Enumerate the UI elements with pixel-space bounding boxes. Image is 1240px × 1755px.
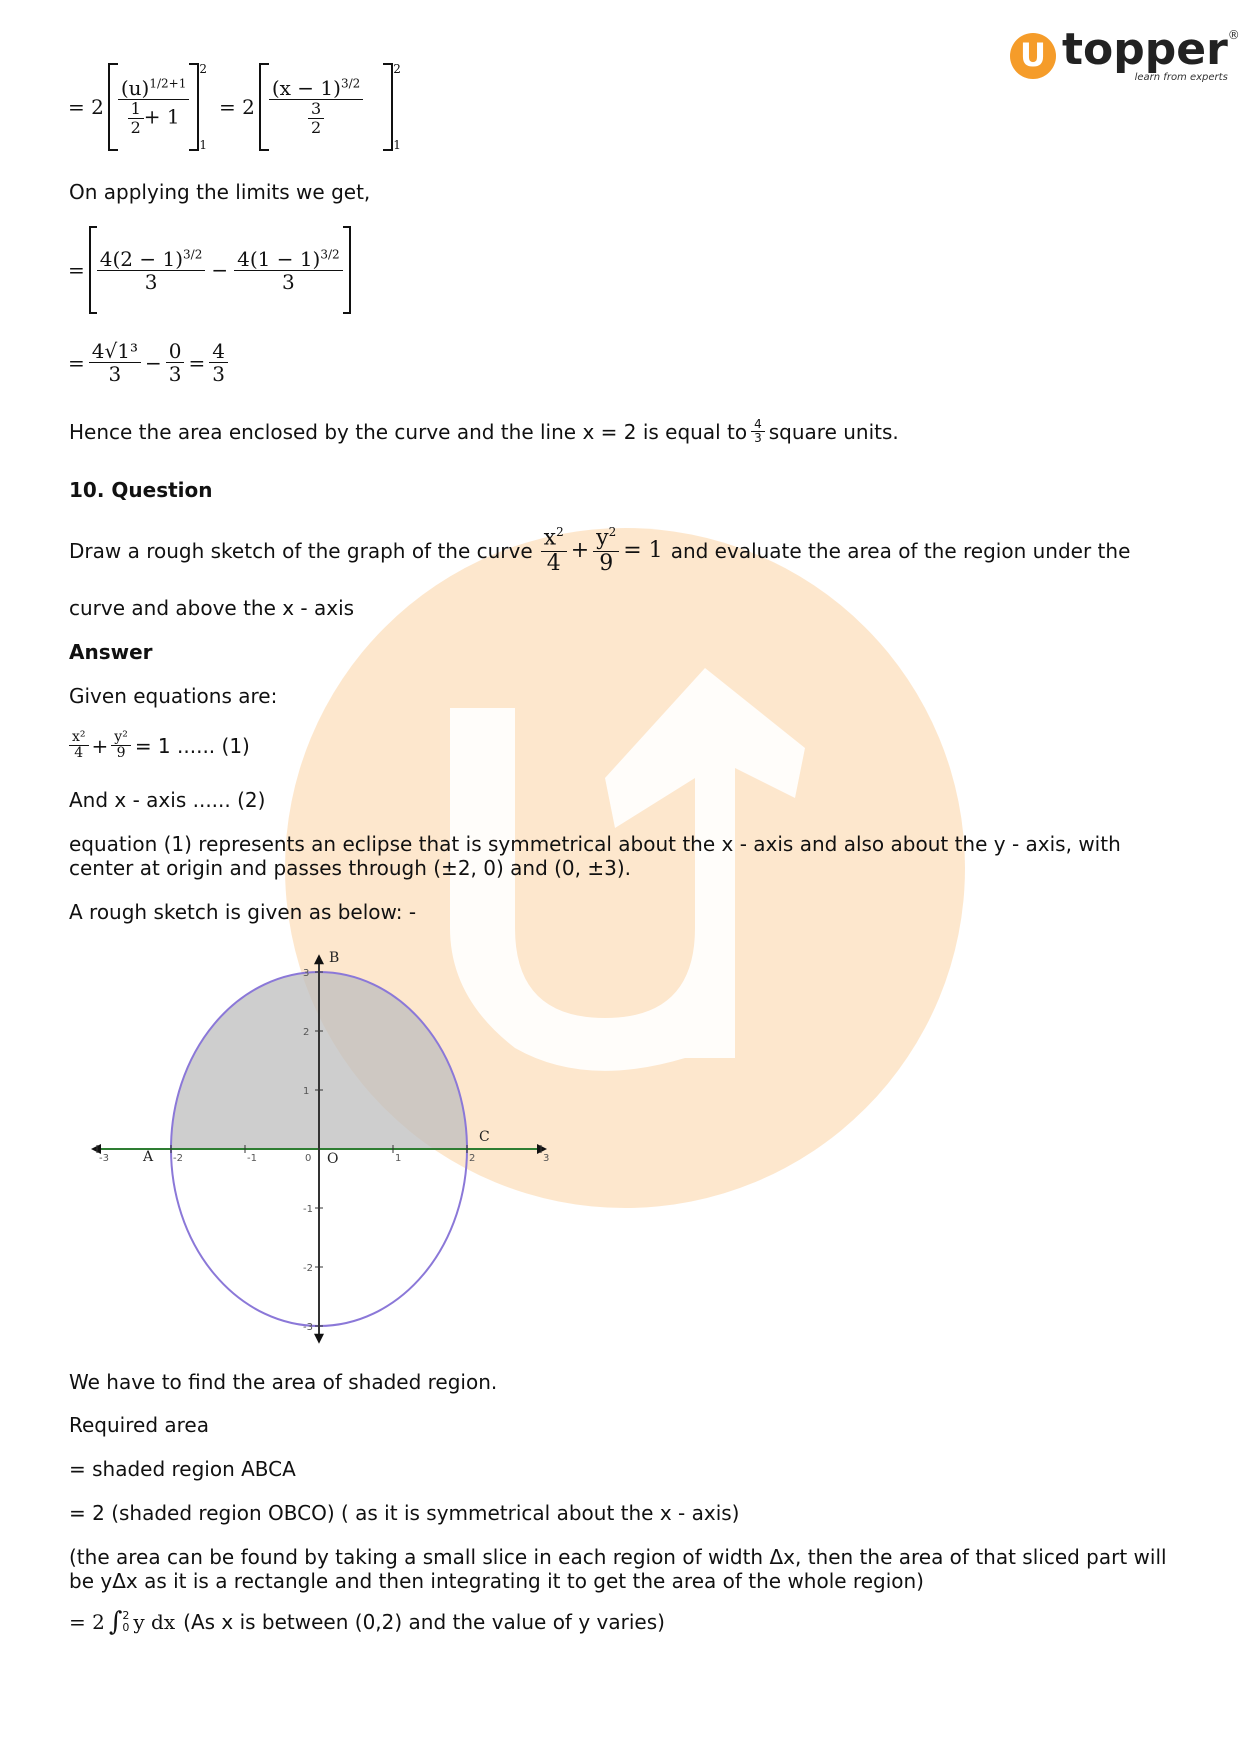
den-a: 1 bbox=[128, 100, 144, 119]
sketch-intro: A rough sketch is given as below: - bbox=[69, 900, 417, 924]
y-tick-label: -1 bbox=[303, 1204, 313, 1215]
x-tick-label: 3 bbox=[543, 1153, 550, 1164]
given-text: Given equations are: bbox=[69, 684, 278, 708]
upper-limit: 2 bbox=[199, 62, 207, 76]
lower-limit: 1 bbox=[199, 138, 207, 152]
question-text-a: Draw a rough sketch of the graph of the curve bbox=[69, 538, 533, 563]
den-b: 2 bbox=[130, 118, 141, 137]
upper-limit-2: 2 bbox=[393, 62, 401, 76]
integral-body: y dx bbox=[133, 1610, 176, 1634]
slice-description: (the area can be found by taking a small slice in each region of width Δx, then the area of that sliced part will be yΔx as it is a rectangle and then integrating it to get the area of the whole region) bbox=[69, 1545, 1167, 1593]
hence-text-b: square units. bbox=[768, 419, 899, 444]
exp2: 3/2 bbox=[320, 246, 340, 261]
answer-heading: Answer bbox=[69, 640, 153, 664]
x-tick-label: 1 bbox=[395, 1153, 402, 1164]
integral-eq: = 2 bbox=[69, 1610, 105, 1634]
equation-1 bbox=[69, 730, 250, 762]
eq1-label: = 1 ...... (1) bbox=[134, 733, 250, 758]
ellipse-graph bbox=[60, 940, 590, 1350]
minus: − bbox=[144, 350, 162, 375]
hence-text-a: Hence the area enclosed by the curve and the line x = 2 is equal to bbox=[69, 419, 748, 444]
den3: 3 bbox=[212, 362, 225, 386]
eq-sign-2: = bbox=[188, 350, 206, 375]
den2: 3 bbox=[282, 269, 295, 294]
integral-upper: 2 bbox=[122, 1609, 130, 1622]
q-one: = 1 bbox=[623, 537, 663, 563]
brand-name: topper bbox=[1062, 24, 1228, 75]
x-tick-label: 2 bbox=[469, 1153, 476, 1164]
x-exp: 3/2 bbox=[340, 76, 361, 91]
question-heading: 10. Question bbox=[69, 478, 213, 502]
point-label-b: B bbox=[329, 950, 340, 966]
question-line bbox=[69, 526, 1130, 576]
equation-2: And x - axis ...... (2) bbox=[69, 788, 266, 812]
question-text-b: and evaluate the area of the region under the bbox=[670, 538, 1131, 563]
integral-lower: 0 bbox=[122, 1621, 130, 1634]
den2: 3 bbox=[168, 362, 182, 386]
q-plus: + bbox=[570, 537, 590, 563]
find-shaded-text: We have to find the area of shaded region. bbox=[69, 1370, 498, 1394]
num1: 4(2 − 1) bbox=[99, 246, 184, 271]
eq1-y: y² bbox=[111, 730, 131, 746]
u-term: (u) bbox=[120, 76, 150, 101]
y-tick-label: 2 bbox=[303, 1027, 310, 1038]
den2-b: 2 bbox=[310, 118, 322, 137]
x-tick-label: -3 bbox=[99, 1153, 109, 1164]
registered-mark: ® bbox=[1227, 28, 1240, 42]
y-axis-up-arrow-icon bbox=[314, 954, 324, 964]
q-yd: 9 bbox=[599, 550, 614, 576]
hence-line bbox=[69, 418, 899, 445]
eq-sign: = bbox=[68, 258, 85, 282]
hence-frac-den: 3 bbox=[754, 431, 762, 446]
eq-sign: = bbox=[68, 350, 85, 375]
shaded-obco-text: = 2 (shaded region OBCO) ( as it is symmetrical about the x - axis) bbox=[69, 1501, 740, 1525]
point-label-a: A bbox=[143, 1149, 154, 1165]
q-x-sq: 2 bbox=[556, 525, 564, 539]
den-plus: + 1 bbox=[143, 105, 180, 129]
q-y: y bbox=[596, 525, 609, 551]
y-tick-label: -3 bbox=[303, 1322, 313, 1333]
eq1-xd: 4 bbox=[74, 745, 84, 762]
den1: 3 bbox=[144, 269, 158, 294]
num2: 4(1 − 1) bbox=[237, 246, 321, 271]
integral-line bbox=[69, 1607, 665, 1637]
x-tick-label: 0 bbox=[305, 1153, 312, 1164]
y-tick-label: 1 bbox=[303, 1086, 310, 1097]
eq-sign-2: = 2 bbox=[219, 95, 255, 119]
point-label-o: O bbox=[327, 1151, 339, 1167]
x-term: (x − 1) bbox=[271, 76, 341, 101]
math-line-1 bbox=[68, 62, 401, 152]
logo-u-icon: U bbox=[1010, 33, 1056, 79]
required-area-text: Required area bbox=[69, 1413, 209, 1437]
brand-tagline: learn from experts bbox=[1134, 72, 1228, 83]
ellipse-description: equation (1) represents an eclipse that is symmetrical about the x - axis and also about the y - axis, with center at origin and passes through (±2, 0) and (0, ±3). bbox=[69, 832, 1121, 880]
num1: 4√1³ bbox=[89, 340, 141, 363]
y-tick-label: -2 bbox=[303, 1263, 313, 1274]
eq1-x: x² bbox=[69, 730, 89, 746]
q-x: x bbox=[543, 525, 557, 551]
question-text-c: curve and above the x - axis bbox=[69, 596, 355, 620]
limits-text: On applying the limits we get, bbox=[69, 180, 371, 204]
num2: 0 bbox=[166, 340, 185, 363]
eq1-plus: + bbox=[91, 733, 109, 758]
integral-icon: ∫ bbox=[108, 1607, 123, 1637]
q-y-sq: 2 bbox=[608, 525, 617, 539]
den1: 3 bbox=[108, 362, 122, 386]
y-tick-label: 3 bbox=[303, 968, 310, 979]
math-line-3 bbox=[68, 340, 228, 385]
den2-a: 3 bbox=[308, 100, 324, 119]
x-tick-label: -2 bbox=[173, 1153, 183, 1164]
x-tick-label: -1 bbox=[247, 1153, 257, 1164]
u-exp: 1/2+1 bbox=[149, 76, 187, 91]
eq-sign: = 2 bbox=[68, 95, 104, 119]
q-xd: 4 bbox=[546, 550, 561, 576]
math-line-2 bbox=[68, 226, 351, 314]
point-label-c: C bbox=[479, 1129, 490, 1145]
eq1-yd: 9 bbox=[116, 745, 126, 762]
integral-note: (As x is between (0,2) and the value of y varies) bbox=[183, 1610, 665, 1634]
lower-limit-2: 1 bbox=[393, 138, 401, 152]
shaded-abca-text: = shaded region ABCA bbox=[69, 1457, 296, 1481]
brand-logo bbox=[1010, 24, 1240, 83]
num3: 4 bbox=[209, 340, 228, 363]
y-axis-down-arrow-icon bbox=[314, 1334, 324, 1344]
exp1: 3/2 bbox=[183, 246, 203, 261]
minus: − bbox=[211, 258, 229, 282]
hence-frac-num: 4 bbox=[751, 418, 765, 432]
